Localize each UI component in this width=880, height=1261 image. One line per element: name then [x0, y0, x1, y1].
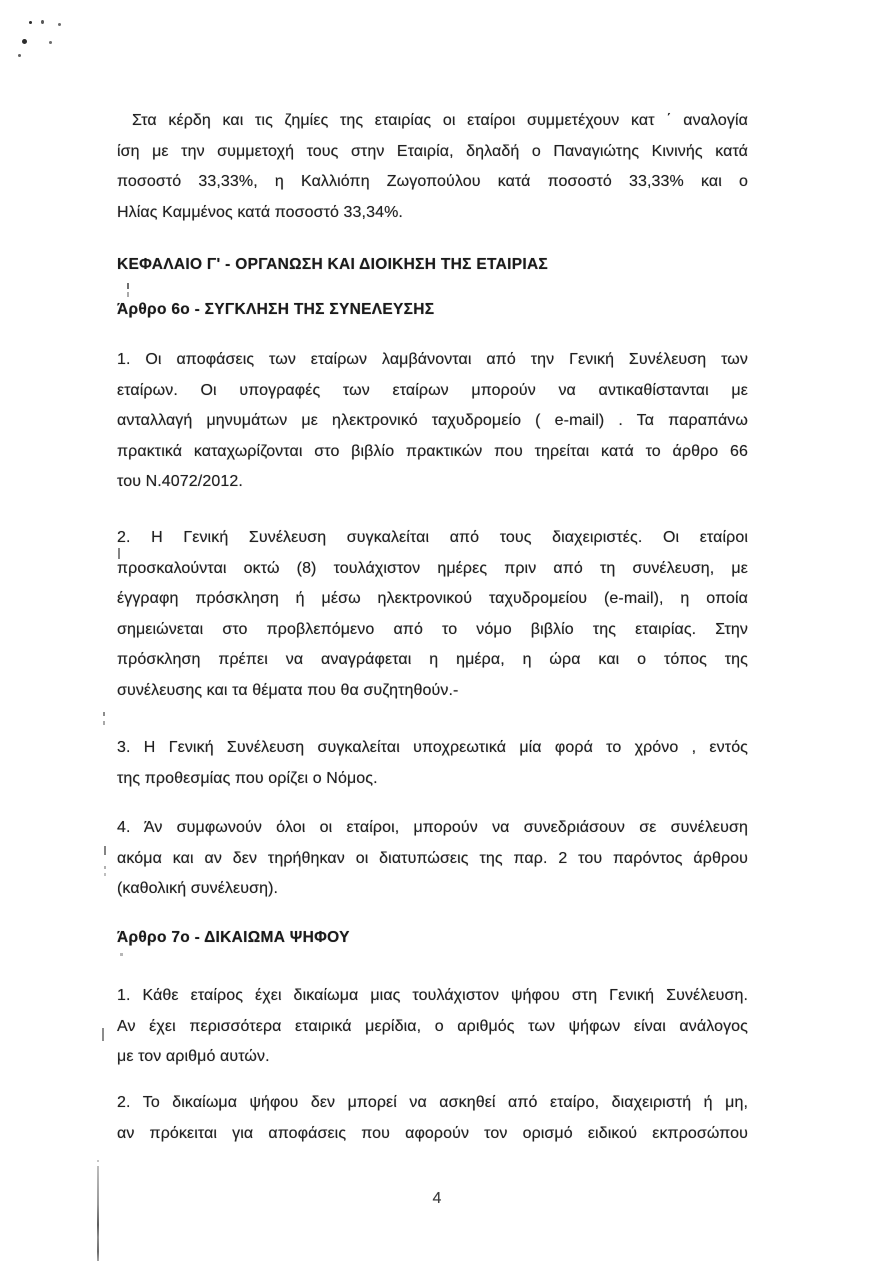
article-6-paragraph-3 — [117, 733, 748, 794]
scan-artifact-line — [97, 1166, 99, 1261]
article-7-heading: Άρθρο 7ο - ΔΙΚΑΙΩΜΑ ΨΗΦΟΥ — [117, 929, 350, 946]
text-line: εταίρων. Οι υπογραφές των εταίρων μπορούν να αντικαθίστανται με — [117, 381, 748, 399]
text-line: πρόσκληση πρέπει να αναγράφεται η ημέρα, η ώρα και ο τόπος της — [117, 651, 748, 669]
scan-artifact-dot — [103, 712, 105, 716]
text-line: Στα κέρδη και τις ζημίες της εταιρίας οι εταίροι συμμετέχουν κατ ΄ αναλογία — [132, 112, 748, 129]
text-line: συνέλευσης και τα θέματα που θα συζητηθούν.- — [117, 681, 459, 699]
text-line: αν πρόκειται για αποφάσεις που αφορούν τον ορισμό ειδικού εκπροσώπου — [117, 1124, 748, 1142]
scan-speckle — [49, 41, 52, 44]
text-line: 3. Η Γενική Συνέλευση συγκαλείται υποχρεωτικά μία φορά το χρόνο , εντός — [117, 739, 748, 756]
page-number: 4 — [432, 1190, 442, 1207]
text-line: με τον αριθμό αυτών. — [117, 1048, 270, 1066]
scan-artifact-dot — [120, 953, 123, 956]
scan-artifact-dot — [104, 866, 106, 869]
scan-artifact-dash — [127, 292, 129, 297]
scan-speckle — [58, 23, 61, 26]
text-line: προσκαλούνται οκτώ (8) τουλάχιστον ημέρες πριν από τη συνέλευση, με — [117, 559, 748, 577]
text-line: 2. Η Γενική Συνέλευση συγκαλείται από τους διαχειριστές. Οι εταίροι — [117, 529, 748, 546]
scan-speckle — [29, 21, 32, 24]
scan-speckle — [41, 20, 44, 24]
text-line: 1. Κάθε εταίρος έχει δικαίωμα μιας τουλάχιστον ψήφου στη Γενική Συνέλευση. — [117, 987, 748, 1004]
text-line: 1. Οι αποφάσεις των εταίρων λαμβάνονται από την Γενική Συνέλευση των — [117, 351, 748, 368]
scan-artifact-dot — [97, 1160, 99, 1162]
article-6-paragraph-2 — [117, 523, 748, 707]
text-line: ποσοστό 33,33%, η Καλλιόπη Ζωγοπούλου κατά ποσοστό 33,33% και ο — [117, 173, 748, 191]
text-line: σημειώνεται στο προβλεπόμενο από το νόμο βιβλίο της εταιρίας. Στην — [117, 620, 748, 638]
scan-speckle — [18, 54, 21, 57]
text-line: Αν έχει περισσότερα εταιρικά μερίδια, ο αριθμός των ψήφων είναι ανάλογος — [117, 1017, 748, 1035]
text-line: Ηλίας Καμμένος κατά ποσοστό 33,34%. — [117, 203, 403, 221]
scan-speckle — [22, 39, 27, 44]
text-line: της προθεσμίας που ορίζει ο Νόμος. — [117, 769, 378, 787]
article-7-paragraph-1 — [117, 981, 748, 1073]
text-line: ανταλλαγή μηνυμάτων με ηλεκτρονικό ταχυδρομείο ( e-mail) . Τα παραπάνω — [117, 412, 748, 430]
text-line: ακόμα και αν δεν τηρήθηκαν οι διατυπώσεις της παρ. 2 του παρόντος άρθρου — [117, 849, 748, 867]
text-line: (καθολική συνέλευση). — [117, 880, 279, 898]
text-line: του Ν.4072/2012. — [117, 473, 243, 491]
chapter-heading: ΚΕΦΑΛΑΙΟ Γ' - ΟΡΓΑΝΩΣΗ ΚΑΙ ΔΙΟΙΚΗΣΗ ΤΗΣ ΕΤΑΙΡΙΑΣ — [117, 256, 549, 273]
article-6-paragraph-1 — [117, 345, 748, 498]
text-line: 4. Άν συμφωνούν όλοι οι εταίροι, μπορούν να συνεδριάσουν σε συνέλευση — [117, 819, 748, 836]
scan-artifact-dash — [127, 283, 129, 289]
profit-sharing-paragraph — [117, 106, 748, 228]
scan-artifact-dot — [104, 873, 106, 876]
scan-artifact-dash — [104, 846, 106, 855]
scan-artifact-dot — [103, 721, 105, 725]
article-6-heading: Άρθρο 6ο - ΣΥΓΚΛΗΣΗ ΤΗΣ ΣΥΝΕΛΕΥΣΗΣ — [117, 301, 435, 318]
text-line: έγγραφη πρόσκληση ή μέσω ηλεκτρονικού ταχυδρομείου (e-mail), η οποία — [117, 590, 748, 608]
article-6-paragraph-4 — [117, 813, 748, 905]
text-line: 2. Το δικαίωμα ψήφου δεν μπορεί να ασκηθεί από εταίρο, διαχειριστή ή μη, — [117, 1094, 748, 1111]
text-line: ίση με την συμμετοχή τους στην Εταιρία, δηλαδή ο Παναγιώτης Κινινής κατά — [117, 142, 748, 160]
text-line: πρακτικά καταχωρίζονται στο βιβλίο πρακτικών που τηρείται κατά το άρθρο 66 — [117, 442, 748, 460]
article-7-paragraph-2 — [117, 1088, 748, 1149]
scan-artifact-dash — [102, 1028, 104, 1041]
